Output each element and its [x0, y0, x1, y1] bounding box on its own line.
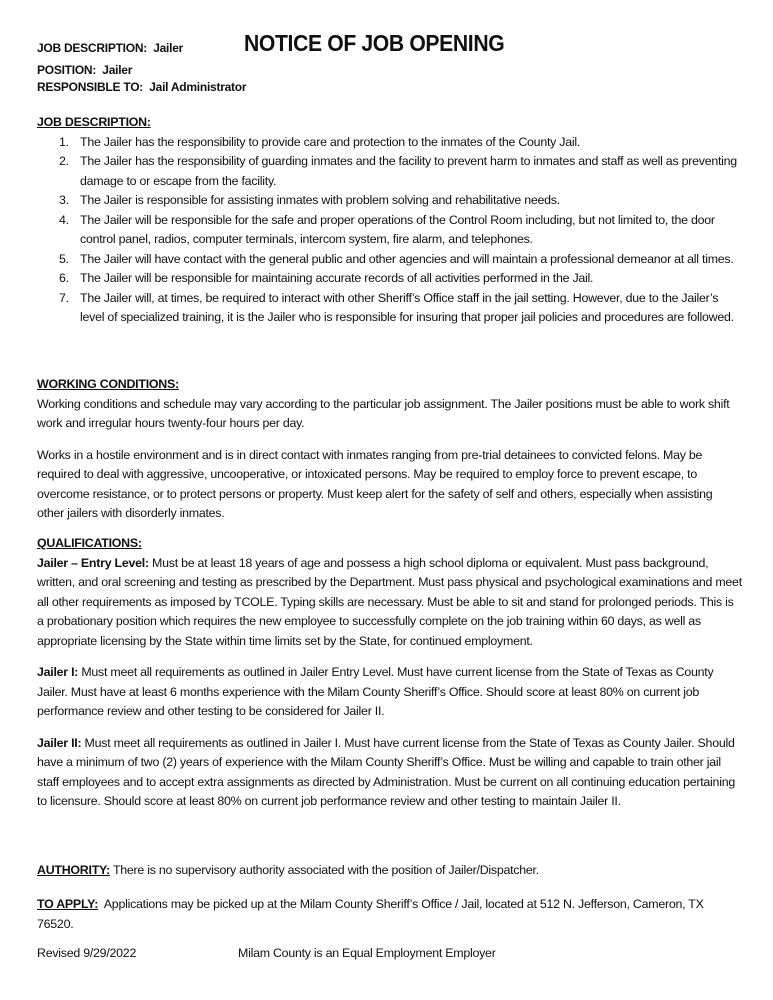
working-conditions-section	[37, 375, 742, 524]
job-description-value: Jailer	[153, 41, 184, 55]
list-item	[37, 191, 742, 211]
authority-section	[37, 861, 742, 881]
list-item-text: The Jailer has the responsibility to provide care and protection to the inmates of the County Jail.	[80, 134, 581, 149]
revised-date: Revised 9/29/2022	[37, 946, 137, 960]
duties-list	[37, 133, 742, 328]
qualification-text: Must be at least 18 years of age and possess a high school diploma or equivalent. Must pass background, written, and oral screening and testing as prescribed by the Department. Must pass physical and psychological examinations and meet all other requirements as imposed by TCOLE. Typing skills are necessary. Must be able to sit and stand for prolonged periods. This is a probationary position which requires the new employee to successfully complete on the job training within 60 days, as well as appropriate licensing by the State within time limits set by the State, for continued employment.	[37, 555, 742, 648]
to-apply-text: Applications may be picked up at the Milam County Sheriff’s Office / Jail, located at 512 N. Jefferson, Cameron, TX 76520.	[37, 897, 710, 931]
qualifications-section	[37, 534, 742, 812]
position-label: POSITION:	[37, 63, 97, 77]
list-item-text: The Jailer will be responsible for the safe and proper operations of the Control Room including, but not limited to, the door control panel, radios, computer terminals, intercom system, fire alarm, and telephones.	[80, 212, 715, 246]
job-description-section	[37, 113, 742, 328]
qualification-label: Jailer – Entry Level:	[37, 555, 149, 570]
list-item-number: 4.	[59, 212, 69, 227]
position-meta	[37, 63, 132, 77]
list-item	[37, 269, 742, 289]
list-item-text: The Jailer will have contact with the general public and other agencies and will maintain a professional demeanor at all times.	[80, 251, 734, 266]
list-item	[37, 289, 742, 328]
eeo-statement: Milam County is an Equal Employment Employer	[238, 946, 496, 960]
list-item-number: 5.	[59, 251, 69, 266]
list-item-text: The Jailer has the responsibility of guarding inmates and the facility to prevent harm to inmates and staff as well as preventing damage to or escape from the facility.	[80, 154, 737, 188]
authority-heading: AUTHORITY:	[37, 863, 110, 877]
list-item-number: 6.	[59, 271, 69, 285]
qualification-jailer-ii	[37, 734, 742, 812]
responsible-to-label: RESPONSIBLE TO:	[37, 80, 144, 94]
position-value: Jailer	[102, 63, 133, 77]
responsible-to-value: Jail Administrator	[149, 80, 247, 94]
list-item	[37, 152, 742, 191]
working-conditions-paragraph: Works in a hostile environment and is in direct contact with inmates ranging from pre-trial detainees to convicted felons. May be required to deal with aggressive, uncooperative, or intoxicated persons. May be required to employ force to prevent escape, to overcome resistance, or to protect persons or property. Must keep alert for the safety of self and others, especially when assisting other jailers with disorderly inmates.	[37, 447, 713, 520]
qualification-label: Jailer II:	[37, 735, 82, 750]
job-description-heading: JOB DESCRIPTION:	[37, 115, 151, 129]
working-conditions-paragraph: Working conditions and schedule may vary according to the particular job assignment. The Jailer positions must be able to work shift work and irregular hours twenty-four hours per day.	[37, 396, 730, 430]
responsible-to-meta	[37, 80, 246, 94]
qualification-text: Must meet all requirements as outlined in Jailer I. Must have current license from the State of Texas as County Jailer. Should have a minimum of two (2) years of experience with the Milam County Sheriff’s Office. Must be willing and capable to train other jail staff employees and to accept extra assignments as directed by Administration. Must be current on all continuing education pertaining to licensure. Should score at least 80% on current job performance review and other testing to maintain Jailer II.	[37, 735, 735, 808]
qualification-label: Jailer I:	[37, 665, 79, 679]
list-item	[37, 211, 742, 250]
qualifications-heading: QUALIFICATIONS:	[37, 536, 142, 550]
working-conditions-heading: WORKING CONDITIONS:	[37, 377, 179, 391]
page-title: NOTICE OF JOB OPENING	[244, 30, 505, 56]
list-item	[37, 133, 742, 153]
list-item-number: 1.	[59, 134, 69, 149]
to-apply-section	[37, 895, 742, 934]
list-item-text: The Jailer is responsible for assisting inmates with problem solving and rehabilitative needs.	[80, 193, 560, 207]
qualification-entry-level	[37, 554, 742, 652]
qualification-text: Must meet all requirements as outlined in Jailer Entry Level. Must have current license from the State of Texas as County Jailer. Must have at least 6 months experience with the Milam County Sheriff’s Office. Should score at least 80% on current job performance review and other testing to be considered for Jailer II.	[37, 665, 714, 718]
to-apply-heading: TO APPLY:	[37, 897, 99, 911]
list-item-number: 7.	[59, 290, 69, 305]
qualification-jailer-i	[37, 663, 742, 722]
list-item-text: The Jailer will, at times, be required to interact with other Sheriff’s Office staff in the jail setting. However, due to the Jailer’s level of specialized training, it is the Jailer who is responsible for insuring that proper jail policies and procedures are followed.	[80, 290, 734, 324]
list-item-number: 2.	[59, 154, 69, 168]
job-description-meta	[37, 41, 183, 55]
list-item	[37, 250, 742, 270]
list-item-number: 3.	[59, 193, 69, 207]
authority-text: There is no supervisory authority associated with the position of Jailer/Dispatcher.	[109, 863, 539, 877]
list-item-text: The Jailer will be responsible for maintaining accurate records of all activities performed in the Jail.	[80, 271, 594, 285]
job-description-label: JOB DESCRIPTION:	[37, 41, 148, 55]
